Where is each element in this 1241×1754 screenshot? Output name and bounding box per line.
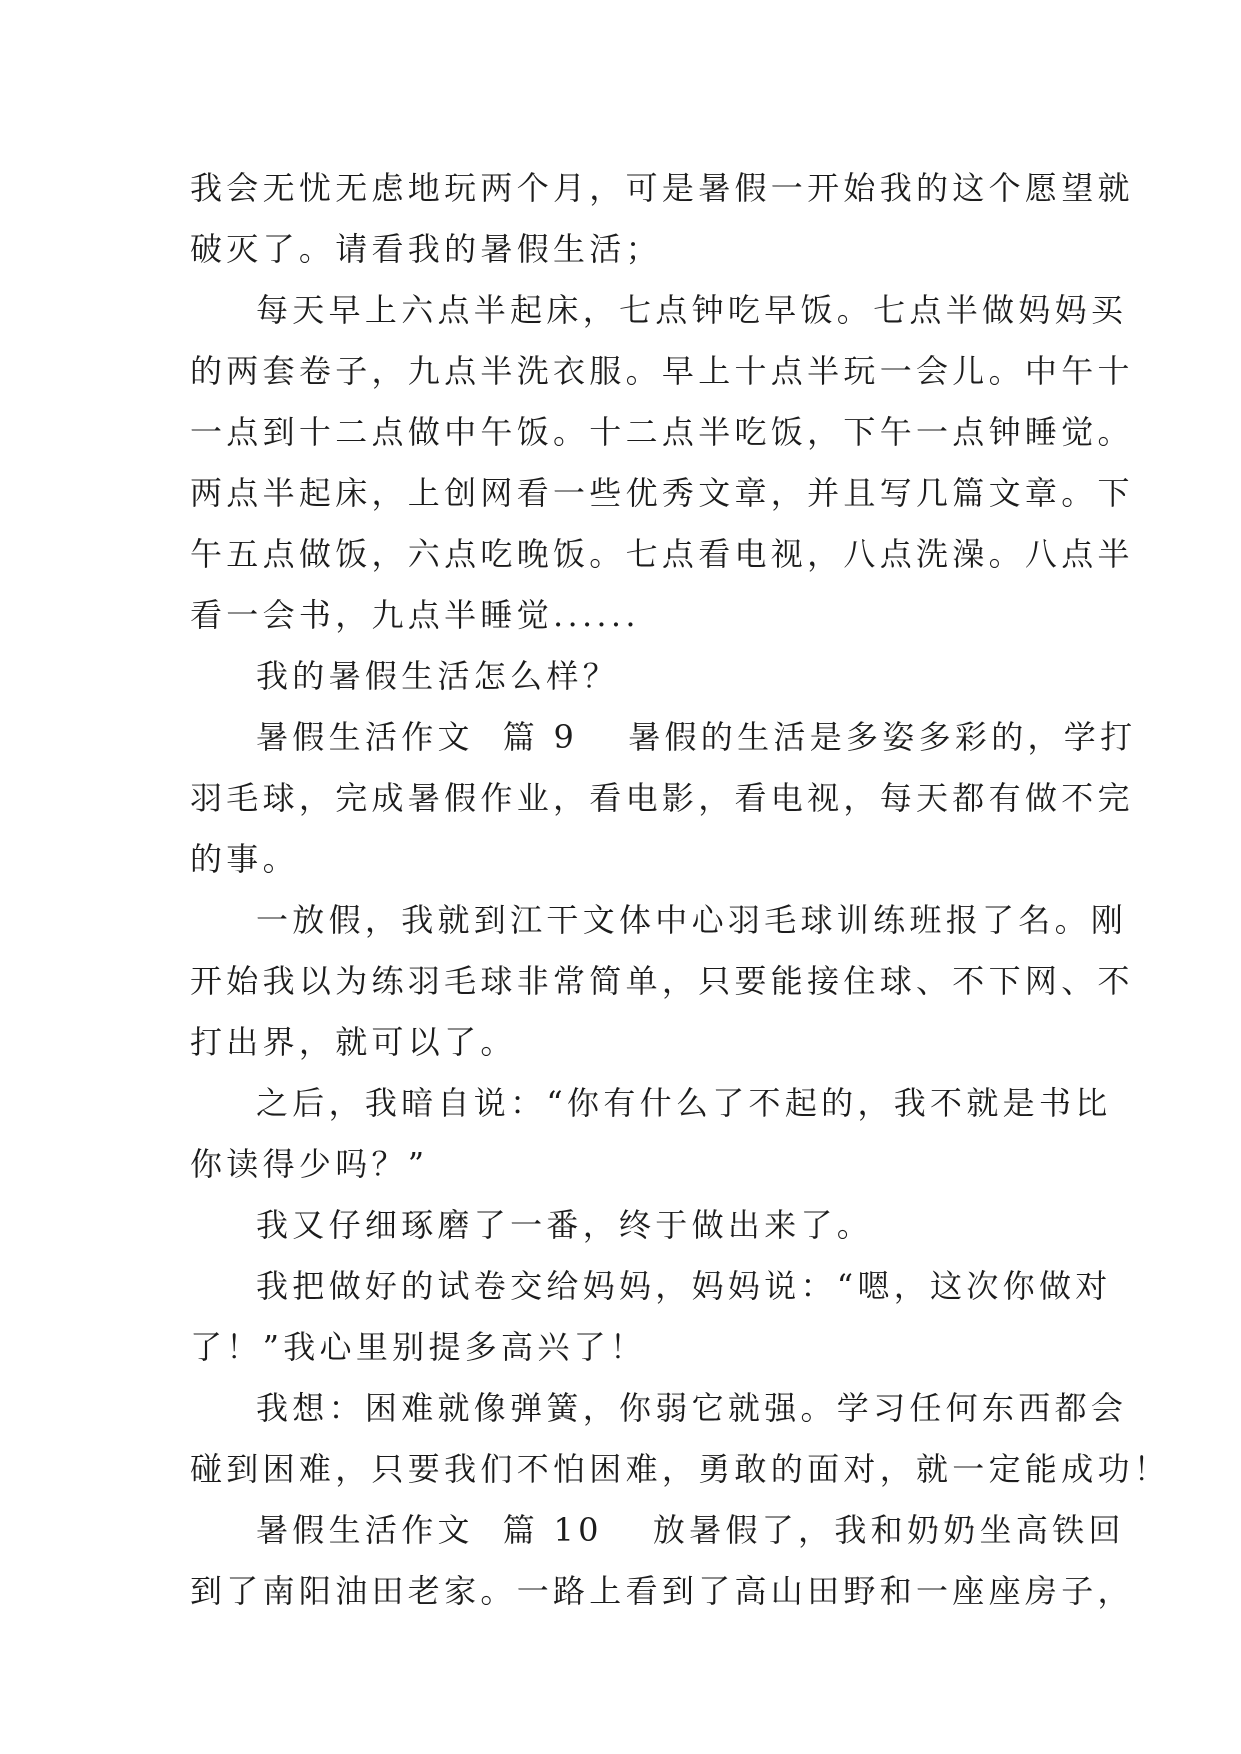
text-line: 的事。 xyxy=(190,840,299,878)
text-line: 的两套卷子，九点半洗衣服。早上十点半玩一会儿。中午十 xyxy=(190,352,1134,390)
section-text: 放暑假了，我和奶奶坐高铁回 xyxy=(652,1511,1125,1549)
section-text: 暑假的生活是多姿多彩的，学打 xyxy=(628,718,1137,756)
text-line: 破灭了。请看我的暑假生活； xyxy=(190,230,662,268)
body-text xyxy=(190,158,1171,1622)
paragraph-start: 我又仔细琢磨了一番，终于做出来了。 xyxy=(256,1206,874,1244)
text-line: 看一会书，九点半睡觉...... xyxy=(190,596,640,634)
paragraph-start: 每天早上六点半起床，七点钟吃早饭。七点半做妈妈买 xyxy=(256,291,1128,329)
section-heading: 暑假生活作文 篇 10 xyxy=(256,1511,603,1549)
paragraph-start: 我的暑假生活怎么样？ xyxy=(256,657,620,695)
text-line: 到了南阳油田老家。一路上看到了高山田野和一座座房子， xyxy=(190,1572,1134,1610)
paragraph-start: 之后，我暗自说：“你有什么了不起的，我不就是书比 xyxy=(256,1084,1112,1122)
text-line: 打出界，就可以了。 xyxy=(190,1023,517,1061)
text-line: 我会无忧无虑地玩两个月，可是暑假一开始我的这个愿望就 xyxy=(190,169,1134,207)
text-line: 一点到十二点做中午饭。十二点半吃饭，下午一点钟睡觉。 xyxy=(190,413,1134,451)
section-heading-line xyxy=(190,1500,1125,1561)
paragraph-start: 我把做好的试卷交给妈妈，妈妈说：“嗯，这次你做对 xyxy=(256,1267,1112,1305)
text-line: 开始我以为练羽毛球非常简单，只要能接住球、不下网、不 xyxy=(190,962,1134,1000)
text-line: 羽毛球，完成暑假作业，看电影，看电视，每天都有做不完 xyxy=(190,779,1134,817)
text-line: 两点半起床，上创网看一些优秀文章，并且写几篇文章。下 xyxy=(190,474,1134,512)
text-line: 午五点做饭，六点吃晚饭。七点看电视，八点洗澡。八点半 xyxy=(190,535,1134,573)
section-heading: 暑假生活作文 篇 9 xyxy=(256,718,579,756)
paragraph-start: 我想：困难就像弹簧，你弱它就强。学习任何东西都会 xyxy=(256,1389,1128,1427)
section-heading-line xyxy=(190,707,1137,768)
text-line: 碰到困难，只要我们不怕困难，勇敢的面对，就一定能成功！ xyxy=(190,1450,1171,1488)
paragraph-start: 一放假，我就到江干文体中心羽毛球训练班报了名。刚 xyxy=(256,901,1128,939)
text-line: 了！”我心里别提多高兴了！ xyxy=(190,1328,647,1366)
text-line: 你读得少吗？” xyxy=(190,1145,429,1183)
